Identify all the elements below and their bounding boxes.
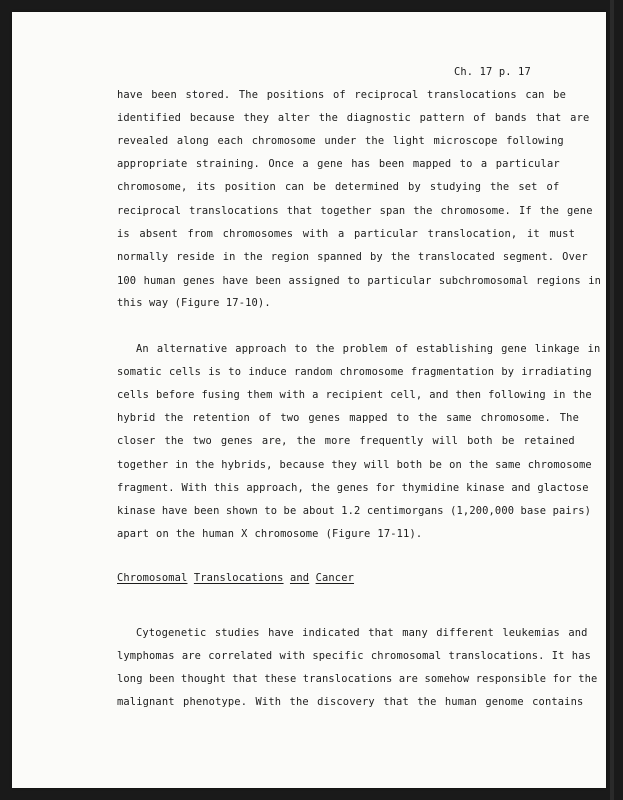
heading-word: Translocations xyxy=(193,572,284,584)
text-line: malignant phenotype. With the discovery that the human genome contains xyxy=(117,696,584,708)
text-line: apart on the human X chromosome (Figure 17-11). xyxy=(117,528,423,540)
text-line: have been stored. The positions of reciprocal translocations can be xyxy=(117,89,566,101)
text-line: 100 human genes have been assigned to particular subchromosomal regions in xyxy=(117,275,602,287)
heading-word: and xyxy=(289,572,310,584)
page-reference: Ch. 17 p. 17 xyxy=(454,66,531,78)
text-line: fragment. With this approach, the genes for thymidine kinase and glactose xyxy=(117,482,589,494)
heading-word: Chromosomal xyxy=(117,572,188,584)
text-line: chromosome, its position can be determined by studying the set of xyxy=(117,181,560,193)
section-heading xyxy=(117,572,354,584)
text-line: cells before fusing them with a recipient cell, and then following in the xyxy=(117,389,592,401)
text-line: together in the hybrids, because they will both be on the same chromosome xyxy=(117,459,592,471)
text-line: hybrid the retention of two genes mapped to the same chromosome. The xyxy=(117,412,579,424)
text-line: lymphomas are correlated with specific chromosomal translocations. It has xyxy=(117,650,592,662)
text-line: reciprocal translocations that together span the chromosome. If the gene xyxy=(117,205,593,217)
text-line: An alternative approach to the problem of establishing gene linkage in xyxy=(136,343,601,355)
text-line: long been thought that these translocations are somehow responsible for the xyxy=(117,673,598,685)
text-line: kinase have been shown to be about 1.2 centimorgans (1,200,000 base pairs) xyxy=(117,505,592,517)
text-line: identified because they alter the diagnostic pattern of bands that are xyxy=(117,112,590,124)
text-line: appropriate straining. Once a gene has been mapped to a particular xyxy=(117,158,560,170)
text-line: somatic cells is to induce random chromosome fragmentation by irradiating xyxy=(117,366,592,378)
text-line: closer the two genes are, the more frequently will both be retained xyxy=(117,435,575,447)
text-line: normally reside in the region spanned by the translocated segment. Over xyxy=(117,251,588,263)
text-line: this way (Figure 17-10). xyxy=(117,297,271,309)
heading-word: Cancer xyxy=(315,572,355,584)
text-line: is absent from chromosomes with a particular translocation, it must xyxy=(117,228,575,240)
scanner-edge xyxy=(610,0,614,800)
text-line: Cytogenetic studies have indicated that many different leukemias and xyxy=(136,627,588,639)
text-line: revealed along each chromosome under the light microscope following xyxy=(117,135,564,147)
